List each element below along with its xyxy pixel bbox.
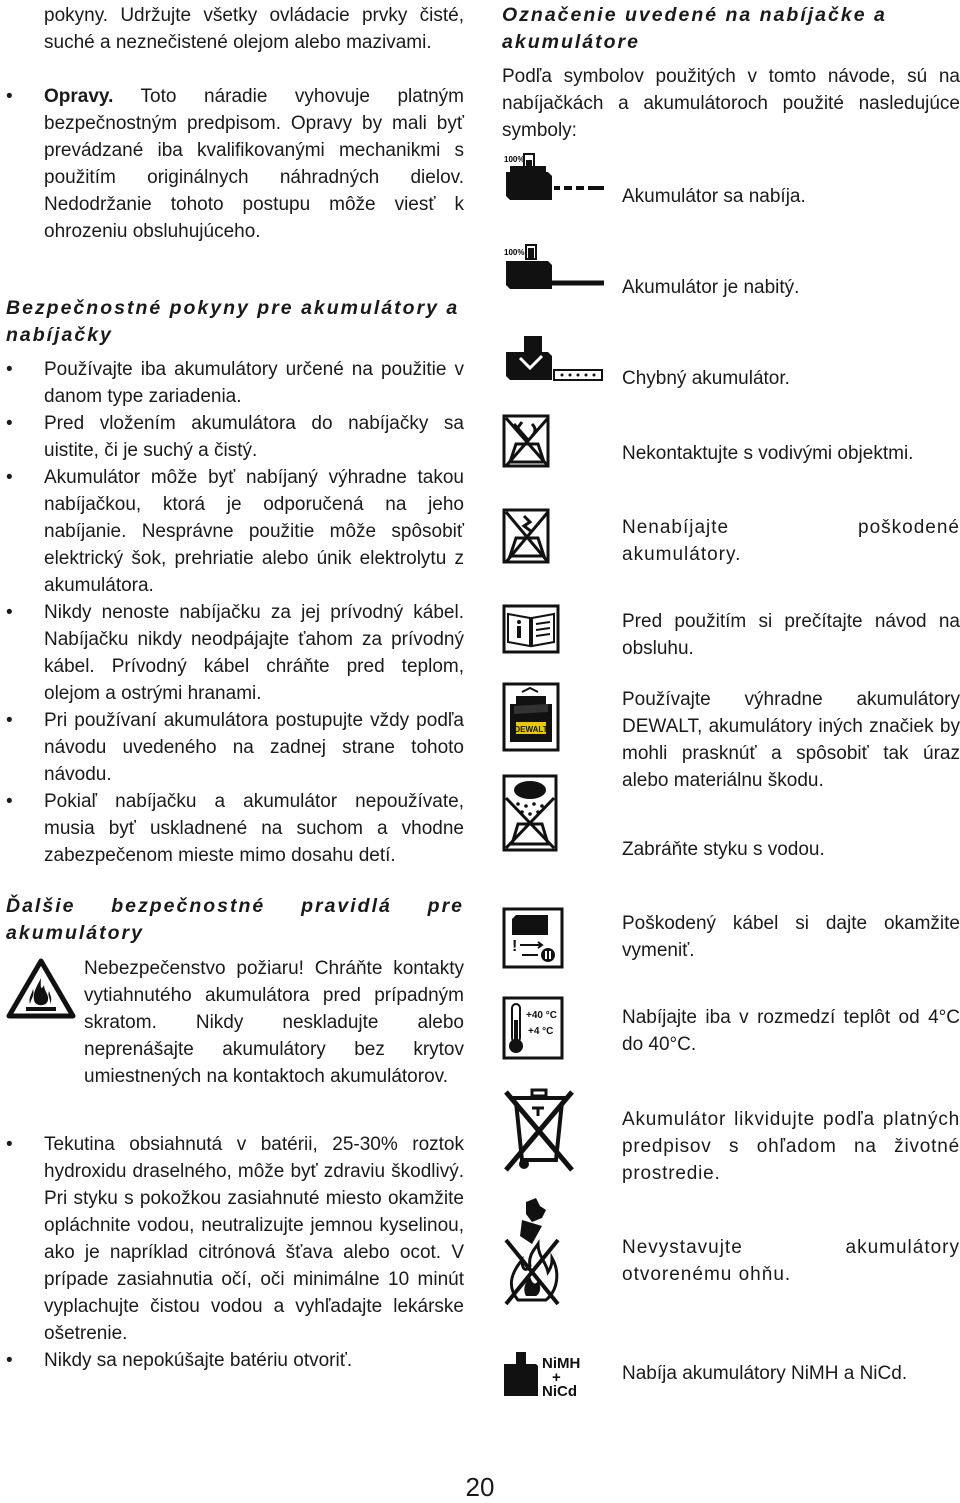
symbol-text-no-conductive: Nekontaktujte s vodivými objektmi. [622, 443, 914, 464]
nimh-nicd-icon [502, 1350, 594, 1405]
symbols-intro: Podľa symbolov použitých v tomto návode, sú na nabíjačkách a akumulátoroch použité nasledujúce symboly: [502, 66, 960, 141]
temp-high-label: +40 °C [526, 1010, 557, 1021]
page-number: 20 [465, 1472, 495, 1502]
section1-title: Bezpečnostné pokyny pre akumulátory a nabíjačky [6, 297, 460, 346]
intro-paragraph: pokyny. Udržujte všetky ovládacie prvky čisté, suché a neznečistené olejom alebo mazivami. [44, 5, 464, 53]
charged-label: 100% [504, 248, 525, 257]
symbol-text-defective: Chybný akumulátor. [622, 368, 790, 389]
list-item: • Pred vložením akumulátora do nabíjačky sa uistite, či je suchý a čistý. [6, 410, 464, 464]
list-item: • Nikdy nenoste nabíjačku za jej prívodný kábel. Nabíjačku nikdy neodpájajte ťahom za prívodný kábel. Prívodný kábel chráňte pred teplom, olejom a ostrými hranami. [6, 599, 464, 707]
list-item: • Pokiaľ nabíjačku a akumulátor nepoužívate, musia byť uskladnené na suchom a vhodne zabezpečenom mieste mimo dosahu detí. [6, 788, 464, 869]
symbol-text-dewalt: Používajte výhradne akumulátory DEWALT, akumulátory iných značiek by mohli prasknúť a spôsobiť tak úraz alebo materiálnu škodu. [622, 689, 960, 791]
symbol-text-no-water: Zabráňte styku s vodou. [622, 839, 825, 860]
symbol-text-nimh-nicd: Nabíja akumulátory NiMH a NiCd. [622, 1363, 908, 1384]
nicd-label: NiCd [542, 1383, 577, 1400]
no-damaged-battery-icon [502, 508, 552, 571]
symbol-text-crossed-bin [622, 1106, 960, 1187]
fire-warning-text: Nebezpečenstvo požiaru! Chráňte kontakty vytiahnutého akumulátora pred prípadným skratom. Nikdy neskladujte alebo neprenášajte akumulátory bez krytov umiestnených na kontaktoch akumulátorov. [84, 958, 464, 1087]
list-item: • Pri používaní akumulátora postupujte vždy podľa návodu uvedeného na zadnej strane tohoto návodu. [6, 707, 464, 788]
no-conductive-objects-icon [502, 414, 552, 475]
symbols-title: Označenie uvedené na nabíjačke a akumulátore [502, 4, 887, 53]
section1-list [6, 356, 464, 869]
crossed-bin-text: Akumulátor likvidujte podľa platných predpisov s ohľadom na životné prostredie. [622, 1109, 960, 1184]
plus-label: + [552, 1369, 561, 1386]
repair-text: Toto náradie vyhovuje platným bezpečnostným predpisom. Opravy by mali byť prevádzané iba kvalifikovanými mechanikmi s použitím originálnych náhradných dielov. Nedodržanie tohoto postupu môže viesť k ohrozeniu obsluhujúceho. [44, 86, 464, 242]
repair-bullet [6, 83, 464, 245]
read-manual-icon [502, 604, 560, 659]
repair-bold: Opravy. [44, 86, 114, 107]
list-item: • Používajte iba akumulátory určené na použitie v danom type zariadenia. [6, 356, 464, 410]
section2-list [6, 1131, 464, 1374]
dewalt-logo-text: DEWALT [514, 725, 548, 734]
charging-label: 100% [504, 155, 525, 164]
temperature-range-icon [502, 996, 564, 1065]
dewalt-battery-icon [502, 682, 562, 759]
symbol-text-damaged-cable: Poškodený kábel si dajte okamžite vymeniť. [622, 913, 960, 961]
section2-title-line1 [6, 893, 464, 947]
symbol-text-charging: Akumulátor sa nabíja. [622, 186, 806, 207]
no-water-icon [502, 774, 558, 857]
fire-warning-icon [6, 958, 76, 1025]
symbol-text-no-damaged [622, 514, 960, 568]
list-item: • Akumulátor môže byť nabíjaný výhradne takou nabíjačkou, ktorá je odporučená na jeho nabíjanie. Nesprávne použitie môže spôsobiť elektrický šok, prehriatie alebo únik elektrolytu z akumulátora. [6, 464, 464, 599]
symbol-text-temperature: Nabíjajte iba v rozmedzí teplôt od 4°C do 40°C. [622, 1007, 960, 1055]
no-damaged-text: Nenabíjajte poškodené akumulátory. [622, 517, 960, 565]
crossed-bin-icon [502, 1086, 576, 1177]
nimh-label: NiMH [542, 1355, 581, 1372]
temp-low-label: +4 °C [528, 1026, 554, 1037]
section2-title: Ďalšie bezpečnostné pravidlá pre akumulátory [6, 895, 464, 944]
list-item: • Tekutina obsiahnutá v batérii, 25-30% roztok hydroxidu draselného, môže byť zdraviu škodlivý. Pri styku s pokožkou zasiahnuté miesto okamžite opláchnite vodou, neutralizujte jemnou kyselinou, ako je napríklad citrónová šťava alebo ocot. V prípade zasiahnutia očí, oči minimálne 10 minút vyplachujte čistou vodou a vyhľadajte lekárske ošetrenie. [6, 1131, 464, 1347]
battery-defective-icon [502, 334, 606, 395]
symbol-text-charged: Akumulátor je nabitý. [622, 277, 800, 298]
damaged-cable-icon [502, 907, 564, 974]
no-fire-icon [502, 1196, 562, 1311]
list-item: • Nikdy sa nepokúšajte batériu otvoriť. [6, 1347, 464, 1374]
no-fire-text: Nevystavujte akumulátory otvorenému ohňu. [622, 1237, 960, 1285]
battery-charging-icon [502, 150, 606, 213]
symbol-text-no-fire [622, 1234, 960, 1288]
svg-text:!: ! [512, 938, 518, 955]
battery-charged-icon [502, 243, 606, 304]
symbol-text-read-manual: Pred použitím si prečítajte návod na obsluhu. [622, 611, 960, 659]
